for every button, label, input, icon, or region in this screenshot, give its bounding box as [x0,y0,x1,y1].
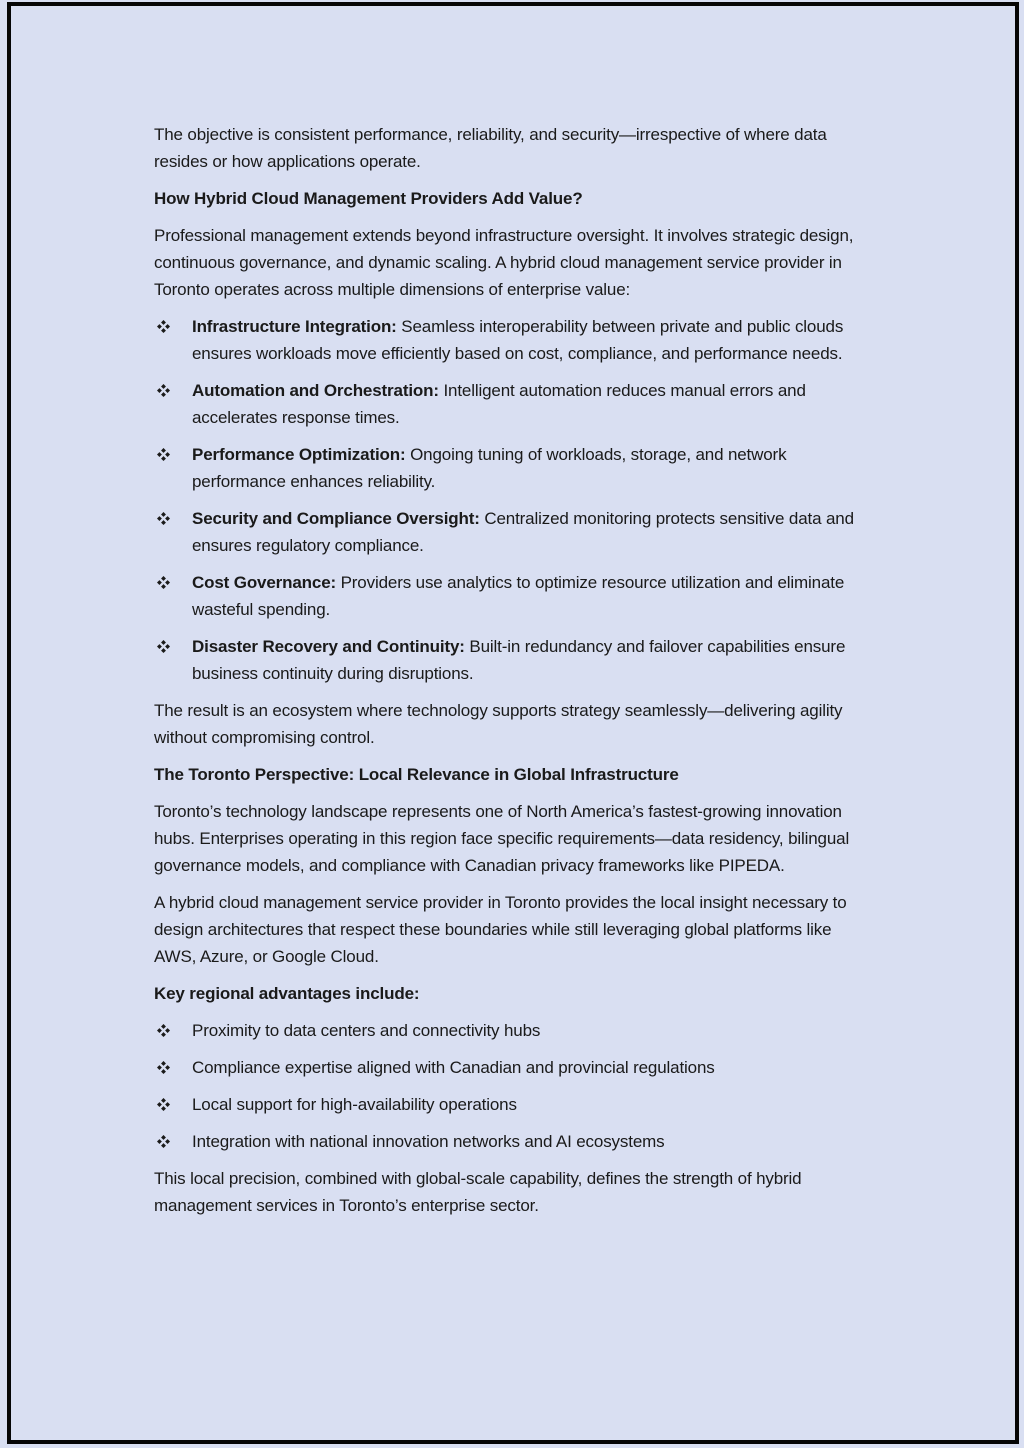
four-diamond-bullet-icon [154,1091,192,1111]
intro-paragraph: The objective is consistent performance, reliability, and security—irrespective of where data resides or how applications operate. [154,125,827,171]
four-diamond-bullet-icon [154,1128,192,1148]
closing-paragraph: This local precision, combined with global-scale capability, defines the strength of hybrid management services in Toronto’s enterprise sector. [154,1169,802,1215]
list-item-text [192,505,872,559]
toronto-paragraph-2: A hybrid cloud management service provider in Toronto provides the local insight necessary to design architectures that respect these boundaries while still leveraging global platforms like AWS, Azure, or Google Cloud. [154,893,847,966]
list-item-text: Compliance expertise aligned with Canadian and provincial regulations [192,1058,715,1077]
bullet-body: Seamless interoperability between private and public clouds ensures workloads move efficiently based on cost, compliance, and performance needs. [192,317,844,363]
four-diamond-bullet-icon [154,1054,192,1074]
list-item [154,569,872,623]
bullet-body: Built-in redundancy and failover capabilities ensure business continuity during disruptions. [192,637,846,683]
bullet-body: Ongoing tuning of workloads, storage, and network performance enhances reliability. [192,445,787,491]
bullet-label: Disaster Recovery and Continuity: [192,637,465,656]
bullet-label: Infrastructure Integration: [192,317,397,336]
list-item [154,1017,872,1044]
four-diamond-bullet-icon [154,633,192,653]
bullet-body: Intelligent automation reduces manual errors and accelerates response times. [192,381,806,427]
toronto-paragraph-1: Toronto’s technology landscape represents one of North America’s fastest-growing innovation hubs. Enterprises operating in this region face specific requirements—data residency, bilingual governance models, and compliance with Canadian privacy frameworks like PIPEDA. [154,802,850,875]
list-item [154,1054,872,1081]
list-item [154,505,872,559]
bullet-label: Cost Governance: [192,573,337,592]
four-diamond-bullet-icon [154,1017,192,1037]
value-section-intro-paragraph: Professional management extends beyond infrastructure oversight. It involves strategic design, continuous governance, and dynamic scaling. A hybrid cloud management service provider in Toronto operates across multiple dimensions of enterprise value: [154,226,854,299]
list-item [154,633,872,687]
list-item-text [192,441,872,495]
list-item-text: Proximity to data centers and connectivity hubs [192,1021,541,1040]
advantages-heading: Key regional advantages include: [154,984,420,1003]
list-item [154,441,872,495]
four-diamond-bullet-icon [154,377,192,397]
list-item [154,1128,872,1155]
four-diamond-bullet-icon [154,313,192,333]
four-diamond-bullet-icon [154,505,192,525]
value-section-closing-paragraph: The result is an ecosystem where technology supports strategy seamlessly—delivering agility without compromising control. [154,701,843,747]
toronto-section-heading: The Toronto Perspective: Local Relevance in Global Infrastructure [154,765,679,784]
list-item-text [192,377,872,431]
list-item-text: Integration with national innovation networks and AI ecosystems [192,1132,665,1151]
bullet-body: Centralized monitoring protects sensitive data and ensures regulatory compliance. [192,509,854,555]
list-item-text [192,569,872,623]
value-bullet-list [154,313,872,687]
list-item [154,1091,872,1118]
list-item-text [192,633,872,687]
document-content [154,121,872,1229]
value-section-heading: How Hybrid Cloud Management Providers Add Value? [154,189,583,208]
advantages-bullet-list [154,1017,872,1155]
bullet-label: Automation and Orchestration: [192,381,439,400]
list-item-text [192,313,872,367]
list-item-text: Local support for high-availability operations [192,1095,517,1114]
four-diamond-bullet-icon [154,569,192,589]
four-diamond-bullet-icon [154,441,192,461]
bullet-label: Security and Compliance Oversight: [192,509,480,528]
list-item [154,313,872,367]
bullet-label: Performance Optimization: [192,445,406,464]
list-item [154,377,872,431]
bullet-body: Providers use analytics to optimize resource utilization and eliminate wasteful spending. [192,573,845,619]
